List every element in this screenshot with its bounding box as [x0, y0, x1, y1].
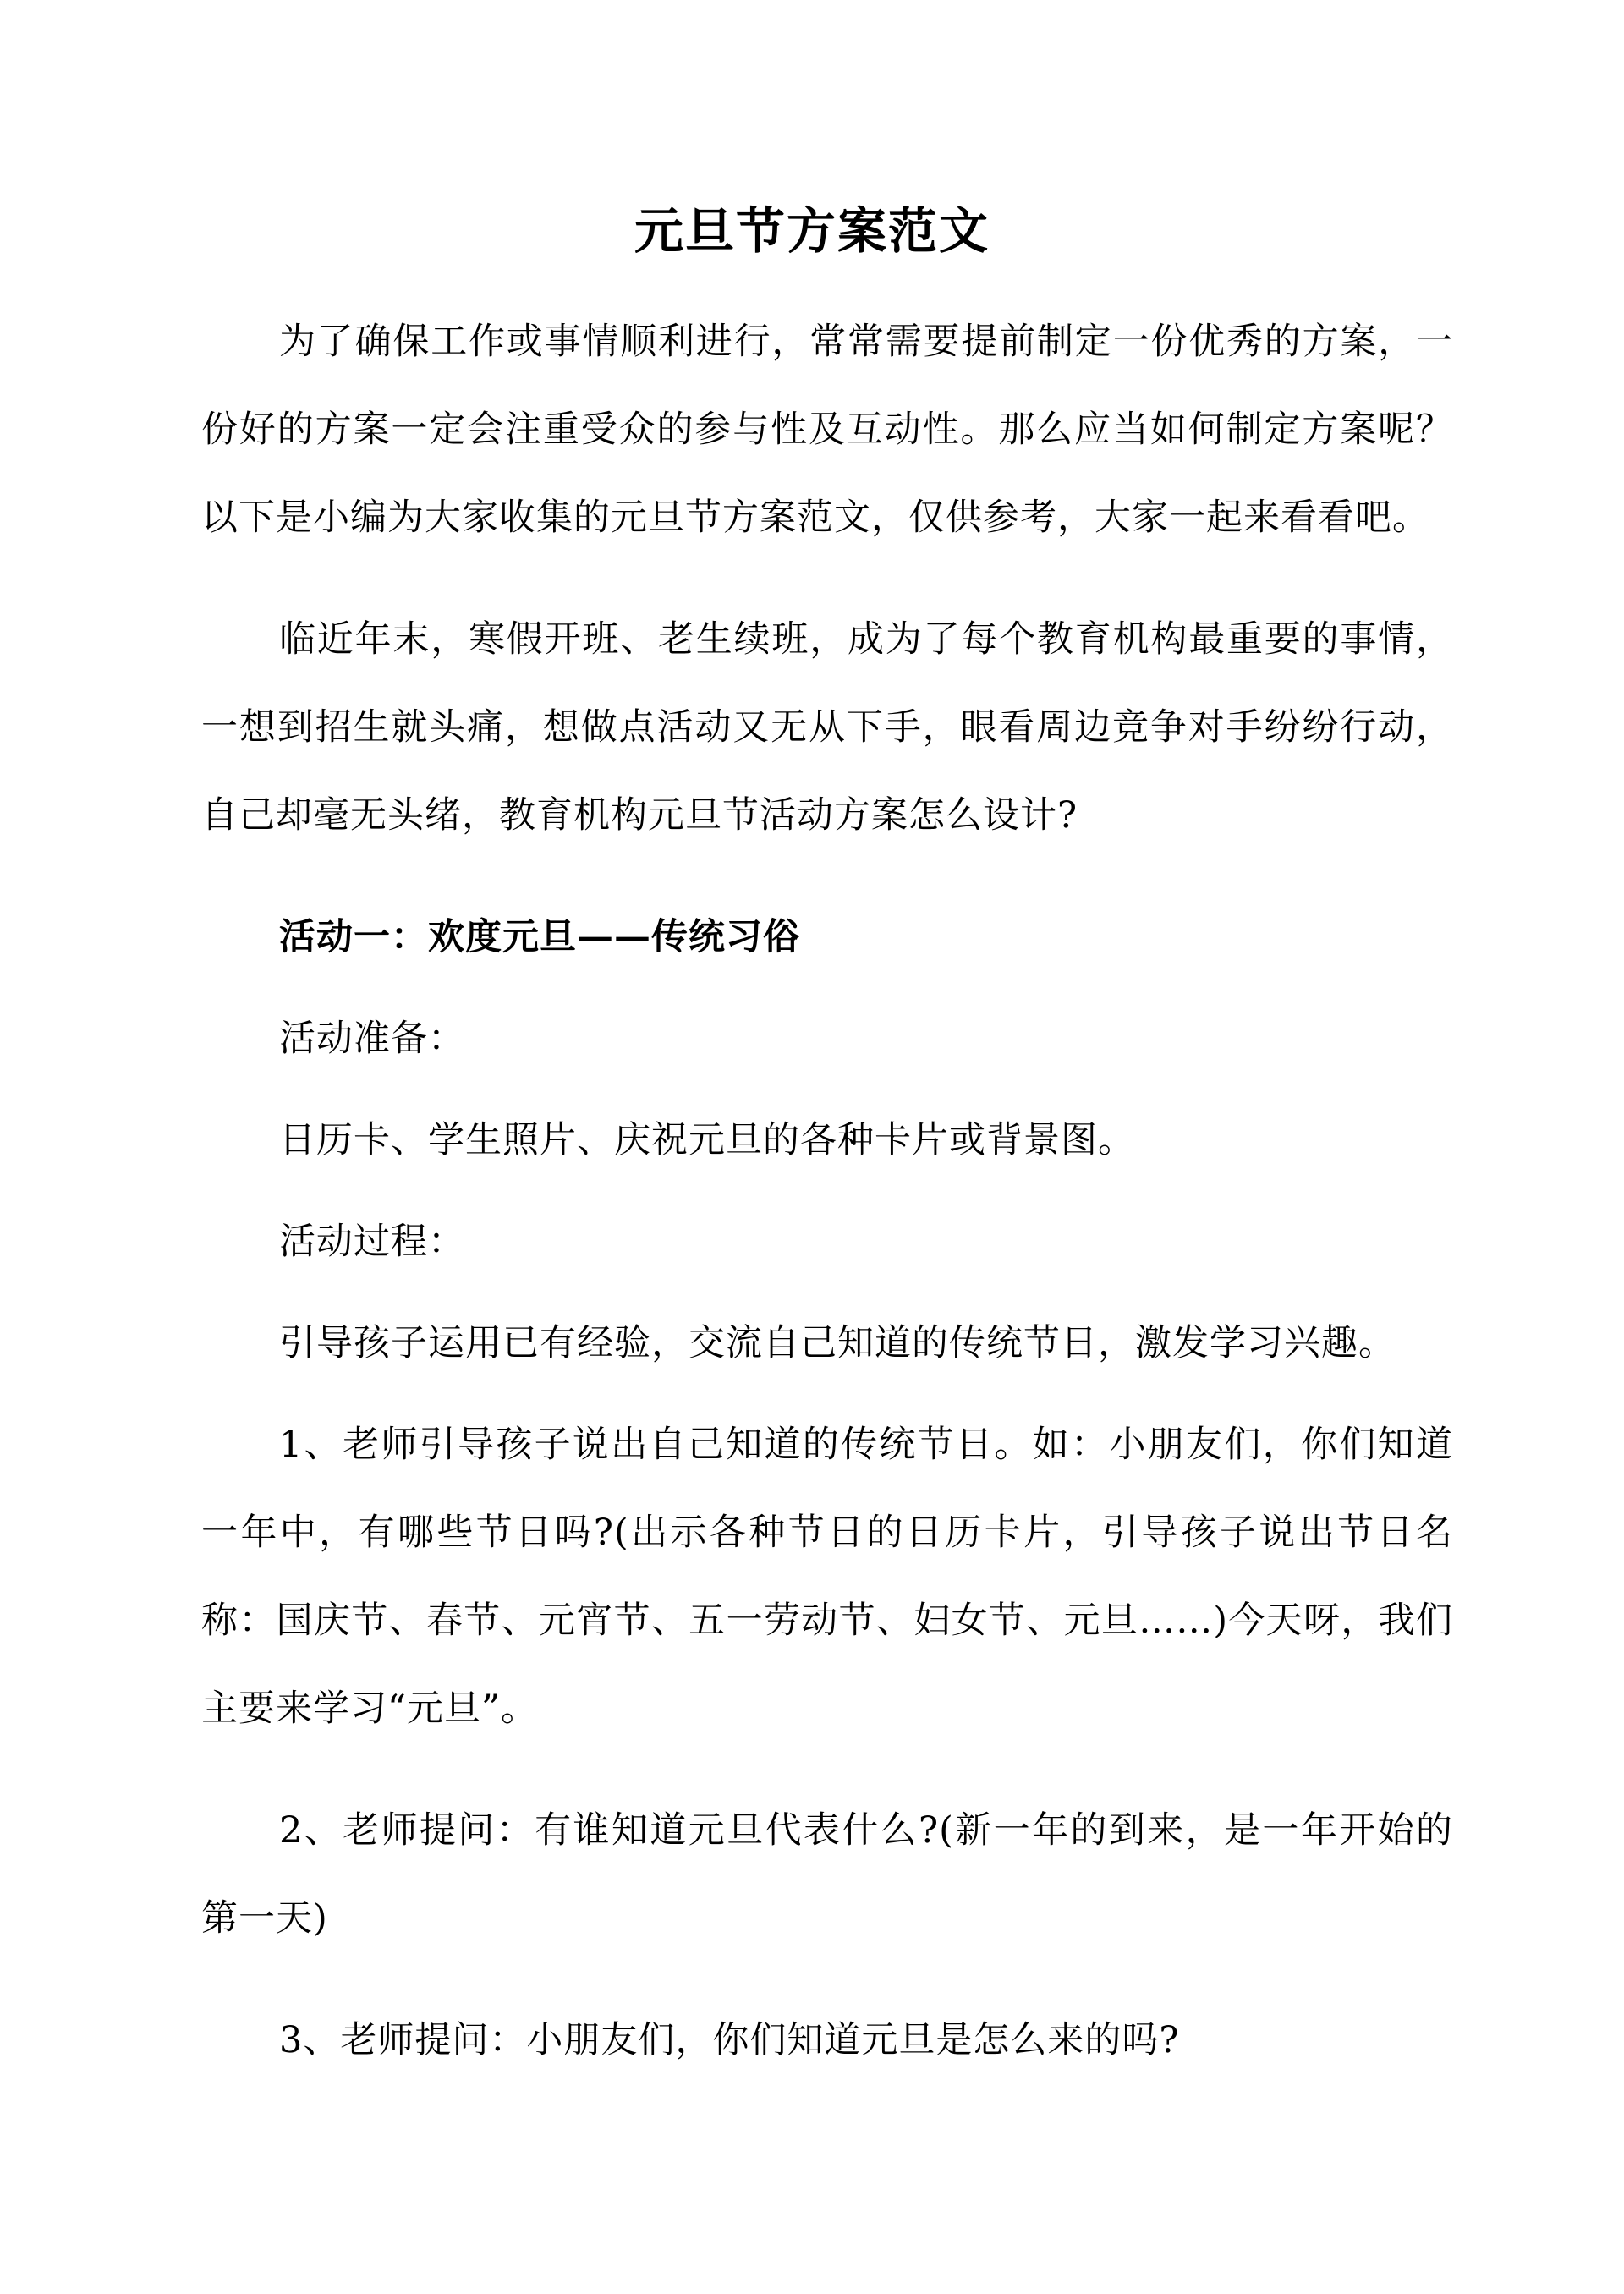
step-1: 1、老师引导孩子说出自己知道的传统节日。如：小朋友们，你们知道一年中，有哪些节日吗?(出示各种节日的日历卡片，引导孩子说出节日名称：国庆节、春节、元宵节、五一劳动节、妇女节、元旦……)今天呀，我们主要来学习“元旦”。	[201, 1424, 1453, 1730]
document-body	[201, 298, 1453, 2118]
process-label: 活动过程：	[279, 1221, 465, 1263]
paragraph-background: 临近年末，寒假开班、老生续班，成为了每个教育机构最重要的事情，一想到招生就头痛，想做点活动又无从下手，眼看周边竞争对手纷纷行动，自己却毫无头绪，教育机构元旦节活动方案怎么设计?	[201, 618, 1453, 837]
step-2: 2、老师提问：有谁知道元旦代表什么?(新一年的到来，是一年开始的第一天)	[201, 1809, 1453, 1940]
preparation-items: 日历卡、学生照片、庆祝元旦的各种卡片或背景图。	[279, 1119, 1135, 1161]
document-title: 元旦节方案范文	[634, 202, 990, 260]
step-3: 3、老师提问：小朋友们，你们知道元旦是怎么来的吗?	[279, 2019, 1180, 2061]
paragraph-intro: 为了确保工作或事情顺利进行，常常需要提前制定一份优秀的方案，一份好的方案一定会注重受众的参与性及互动性。那么应当如何制定方案呢？以下是小编为大家收集的元旦节方案范文，仅供参考，大家一起来看看吧。	[201, 321, 1453, 539]
activity-one-heading: 活动一：欢度元旦——传统习俗	[279, 916, 800, 958]
process-intro: 引导孩子运用已有经验，交流自己知道的传统节日，激发学习兴趣。	[279, 1322, 1396, 1364]
preparation-label: 活动准备：	[279, 1018, 465, 1060]
